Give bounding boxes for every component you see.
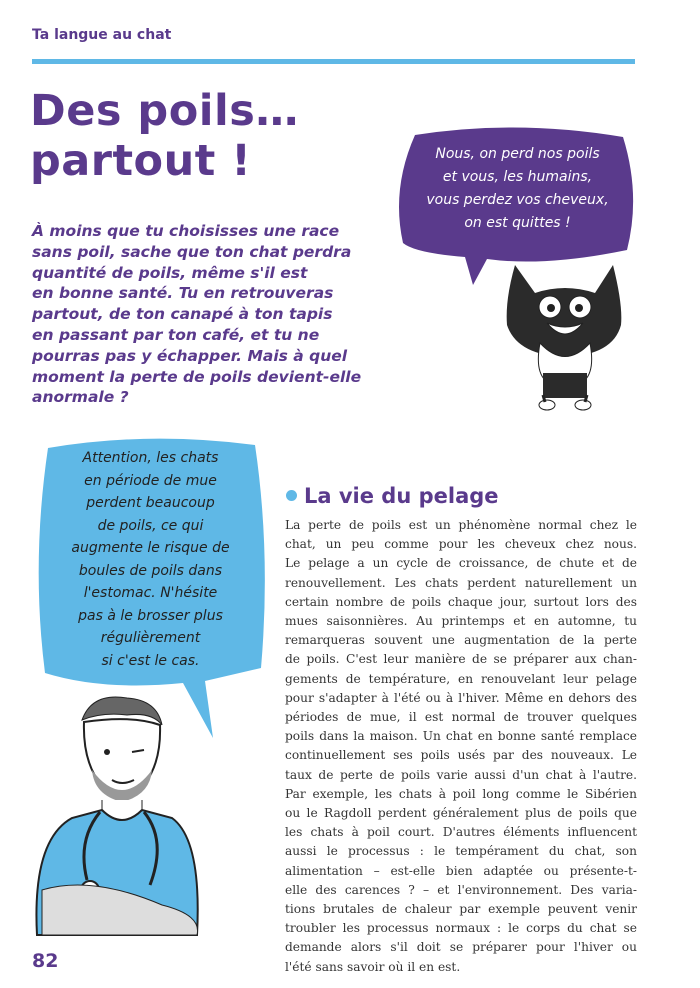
body-line: remarqueras souvent une augmentation de la perte [285, 633, 637, 648]
body-line: continuellement ses poils usés par des nouveaux. Le [285, 748, 637, 763]
title-line: Des poils… [30, 86, 299, 136]
bubble-line: l'estomac. N'hésite [83, 585, 218, 601]
intro-line: partout, de ton canapé à ton tapis [32, 305, 333, 324]
body-line: taux de perte de poils varie aussi d'un chat à l'autre. [285, 767, 637, 782]
bubble-line: régulièrement [100, 630, 201, 646]
body-line: elle des carences ? – et l'environnement. Des varia- [285, 882, 637, 897]
body-line: l'été sans savoir où il en est. [285, 959, 461, 974]
body-line: Par exemple, les chats à poil long comme le Sibérien [285, 786, 637, 801]
intro-line: À moins que tu choisisses une race [32, 222, 340, 240]
body-line: certain nombre de poils chaque jour, surtout lors des [285, 594, 637, 609]
cat-illustration [495, 245, 635, 415]
intro-line: anormale ? [32, 388, 129, 407]
body-line: tions brutales de chaleur par exemple peuvent venir [285, 902, 637, 917]
body-line: chat, un peu comme pour les cheveux chez nous. [285, 537, 637, 552]
bullet-dot-icon [286, 490, 297, 501]
intro-line: sans poil, sache que ton chat perdra [32, 242, 352, 261]
section-heading [286, 484, 499, 508]
bubble-line: en période de mue [84, 472, 217, 489]
body-line: les chats à poil court. D'autres éléments influencent [285, 825, 637, 840]
body-line: renouvellement. Les chats perdent naturellement un [285, 575, 637, 590]
bubble-line: boules de poils dans [78, 562, 223, 579]
body-line: de poils. C'est leur manière de se préparer aux chan- [285, 652, 637, 667]
bubble-line: on est quittes ! [464, 215, 571, 231]
body-line: troubler les processus normaux : le corps du chat se [285, 921, 637, 936]
intro-line: en passant par ton café, et tu ne [32, 325, 320, 344]
bubble-line: Nous, on perd nos poils [435, 146, 600, 162]
body-line: demande alors s'il doit se préparer pour l'hiver ou [285, 940, 637, 955]
bubble-line: augmente le risque de [71, 540, 230, 556]
bubble-line: et vous, les humains, [442, 169, 593, 185]
veterinarian-illustration [32, 690, 207, 940]
intro-line: moment la perte de poils devient-elle [32, 367, 362, 386]
intro-line: en bonne santé. Tu en retrouveras [32, 284, 334, 303]
bubble-line: perdent beaucoup [86, 495, 215, 511]
bubble-line: si c'est le cas. [101, 652, 200, 669]
title-line: partout ! [30, 136, 252, 186]
body-line: périodes de mue, il est normal de trouver quelques [285, 710, 637, 725]
body-line: pour s'adapter à l'été ou à l'hiver. Même en dehors des [285, 690, 637, 705]
intro-line: quantité de poils, même s'il est [32, 263, 308, 282]
bubble-line: Attention, les chats [82, 450, 219, 466]
bubble-line: de poils, ce qui [97, 517, 204, 534]
page-title [30, 86, 299, 186]
body-paragraph [285, 516, 637, 977]
body-line: mues saisonnières. Au printemps et en automne, tu [285, 614, 637, 629]
page-number: 82 [32, 950, 59, 972]
cat-speech-bubble [395, 125, 640, 265]
bubble-line: pas à le brosser plus [78, 607, 223, 624]
bubble-line: vous perdez vos cheveux, [426, 192, 609, 208]
body-line: Le pelage a un cycle de croissance, de chute et de [285, 556, 637, 571]
header-rule [32, 59, 635, 64]
body-line: alimentation – est-elle bien adaptée ou présente-t- [285, 863, 637, 878]
body-line: ou le Ragdoll perdent généralement plus de poils que [285, 806, 637, 821]
body-line: poils dans la maison. Un chat en bonne santé remplace [285, 729, 637, 744]
intro-paragraph [32, 221, 382, 408]
body-line: aussi le processus : le tempérament du chat, son [285, 844, 637, 859]
body-line: gements de température, en renouvelant leur pelage [285, 671, 637, 686]
vet-speech-bubble [33, 433, 268, 703]
body-line: La perte de poils est un phénomène normal chez le [285, 518, 637, 532]
intro-line: pourras pas y échapper. Mais à quel [32, 346, 348, 365]
running-head: Ta langue au chat [32, 27, 172, 43]
section-heading-text: La vie du pelage [304, 484, 499, 508]
